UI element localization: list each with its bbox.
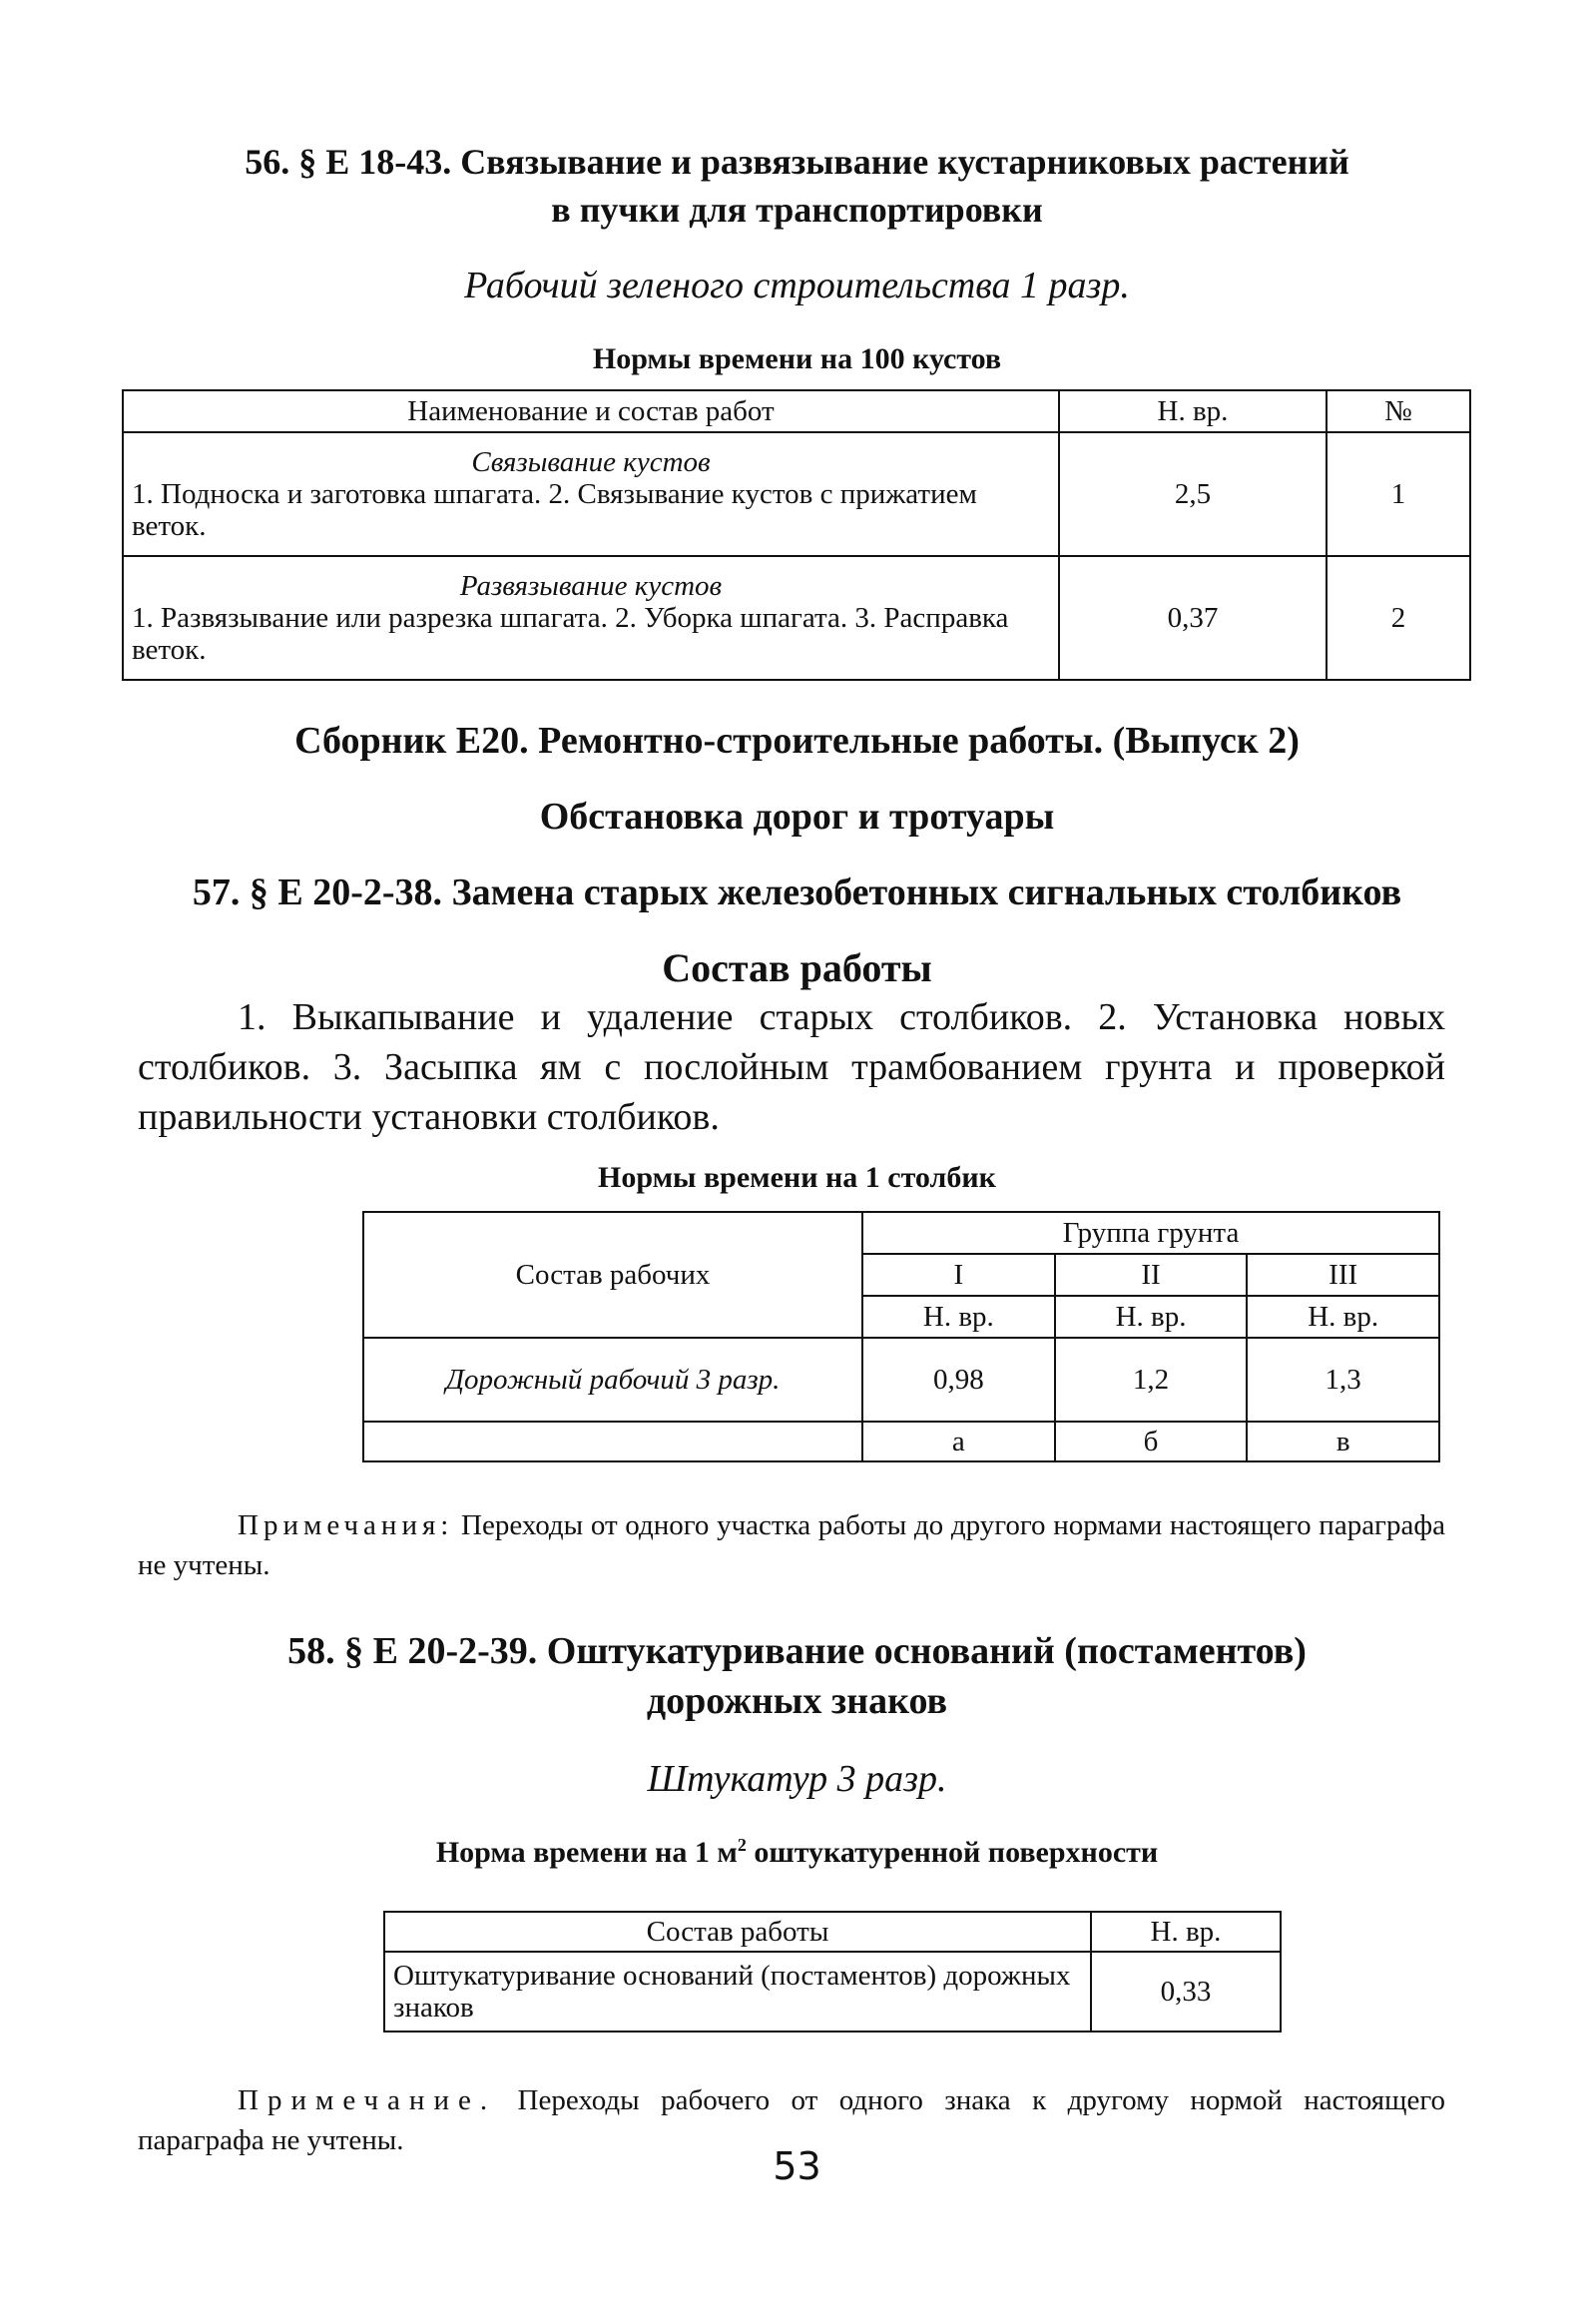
header-group-3: III [1247, 1254, 1439, 1296]
row-description [123, 556, 1059, 680]
section-58-title-line1: 58. § Е 20-2-39. Оштукатуривание оснований (постаментов) [287, 1630, 1307, 1672]
header-num: № [1327, 390, 1470, 432]
column-letter: в [1247, 1422, 1439, 1461]
header-norm: Н. вр. [862, 1296, 1055, 1338]
header-norm: Н. вр. [1247, 1296, 1439, 1338]
worker-cell: Дорожный рабочий 3 разр. [363, 1338, 862, 1422]
note-label: Примечание. [238, 2084, 497, 2116]
header-soil-group: Группа грунта [862, 1212, 1439, 1254]
caption-prefix: Норма времени на 1 м [435, 1836, 738, 1869]
section-57-note [138, 1505, 1445, 1585]
header-time: Н. вр. [1091, 1912, 1281, 1952]
table-header-row [363, 1212, 1439, 1254]
value-cell: 1,3 [1247, 1338, 1439, 1422]
caption-suffix: оштукатуренной поверхности [746, 1836, 1159, 1869]
row-subtitle: Связывание кустов [471, 446, 711, 478]
table-row [363, 1422, 1439, 1461]
section-58-table-caption [110, 1833, 1484, 1873]
collection-title: Сборник Е20. Ремонтно-строительные работы. (Выпуск 2) [294, 720, 1300, 762]
header-norm: Н. вр. [1055, 1296, 1248, 1338]
row-time: 0,37 [1059, 556, 1327, 680]
section-58-title-line2: дорожных знаков [646, 1680, 948, 1722]
row-text: Оштукатуривание оснований (постаментов) дорожных знаков [384, 1952, 1091, 2032]
note-text: Переходы от одного участка работы до другого нормами настоящего параграфа не учтены. [138, 1509, 1445, 1581]
table-row [123, 432, 1470, 556]
empty-cell [363, 1422, 862, 1461]
header-workers: Состав рабочих [363, 1212, 862, 1338]
table-row [363, 1338, 1439, 1422]
table-row [384, 1952, 1281, 2032]
section-57-table-caption: Нормы времени на 1 столбик [598, 1161, 996, 1194]
composition-title: Состав работы [662, 945, 932, 990]
value-cell: 1,2 [1055, 1338, 1248, 1422]
row-description [123, 432, 1059, 556]
section-title: Обстановка дорог и тротуары [539, 796, 1055, 838]
section-58-worker: Штукатур 3 разр. [647, 1758, 947, 1800]
section-57-title: 57. § Е 20-2-38. Замена старых железобетонных сигнальных столбиков [192, 872, 1402, 913]
section-56-table-caption: Нормы времени на 100 кустов [592, 342, 1002, 375]
header-group-1: I [862, 1254, 1055, 1296]
composition-text: 1. Выкапывание и удаление старых столбиков. 2. Установка новых столбиков. 3. Засыпка ям с послойным трамбованием грунта и проверкой правильности установки столбиков. [138, 996, 1445, 1138]
section-58-norms-table [383, 1911, 1282, 2033]
row-time: 2,5 [1059, 432, 1327, 556]
section-56-title-line2: в пучки для транспортировки [551, 190, 1043, 230]
note-text: Переходы рабочего от одного знака к другому нормой настоящего параграфа не учтены. [138, 2084, 1445, 2156]
header-work: Состав работы [384, 1912, 1091, 1952]
section-56-norms-table [122, 389, 1471, 681]
table-header-row [384, 1912, 1281, 1952]
header-time: Н. вр. [1059, 390, 1327, 432]
caption-superscript: 2 [737, 1835, 747, 1855]
page-number: 53 [773, 2144, 821, 2188]
row-subtitle: Развязывание кустов [459, 570, 723, 602]
row-time: 0,33 [1091, 1952, 1281, 2032]
table-row [123, 556, 1470, 680]
note-label: Примечания: [238, 1509, 454, 1541]
row-num: 1 [1327, 432, 1470, 556]
section-56-title-line1: 56. § Е 18-43. Связывание и развязывание кустарниковых растений [245, 142, 1349, 182]
section-56-worker: Рабочий зеленого строительства 1 разр. [464, 265, 1130, 306]
header-group-2: II [1055, 1254, 1248, 1296]
row-text: 1. Подноска и заготовка шпагата. 2. Связывание кустов с прижатием веток. [132, 478, 977, 542]
column-letter: б [1055, 1422, 1248, 1461]
table-header-row [123, 390, 1470, 432]
row-text: 1. Развязывание или разрезка шпагата. 2. Уборка шпагата. 3. Расправка веток. [132, 602, 1009, 666]
section-57-norms-table [362, 1211, 1440, 1462]
value-cell: 0,98 [862, 1338, 1055, 1422]
row-num: 2 [1327, 556, 1470, 680]
header-name: Наименование и состав работ [123, 390, 1059, 432]
column-letter: а [862, 1422, 1055, 1461]
